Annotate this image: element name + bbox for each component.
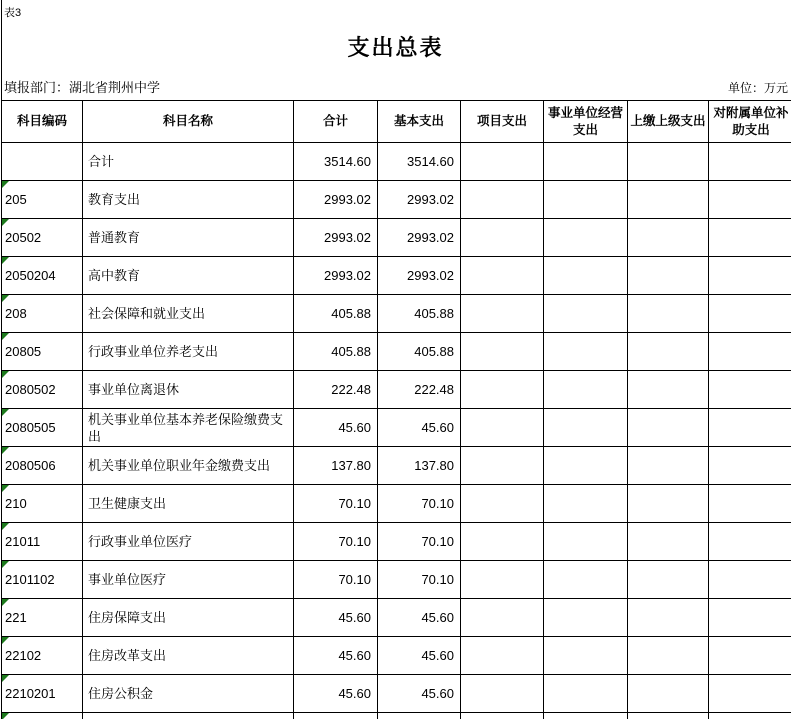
error-indicator-icon — [2, 447, 9, 454]
name-cell[interactable]: 机关事业单位职业年金缴费支出 — [83, 447, 294, 485]
code-cell[interactable]: 210 — [2, 485, 83, 523]
operating-expenditure-cell[interactable] — [544, 143, 628, 181]
basic-expenditure-cell[interactable]: 2993.02 — [378, 181, 461, 219]
code-cell[interactable]: 2050204 — [2, 257, 83, 295]
upper-level-expenditure-cell[interactable] — [628, 219, 709, 257]
total-cell[interactable]: 2993.02 — [294, 181, 378, 219]
column-header-total[interactable]: 合计 — [294, 101, 378, 143]
project-expenditure-cell[interactable] — [461, 599, 544, 637]
affiliate-subsidy-cell[interactable] — [709, 523, 791, 561]
upper-level-expenditure-cell[interactable] — [628, 637, 709, 675]
operating-expenditure-cell[interactable] — [544, 447, 628, 485]
code-cell[interactable]: 205 — [2, 181, 83, 219]
department-label: 填报部门：湖北省荆州中学 — [4, 80, 161, 95]
affiliate-subsidy-cell[interactable] — [709, 409, 791, 447]
operating-expenditure-cell[interactable] — [544, 257, 628, 295]
upper-level-expenditure-cell[interactable] — [628, 523, 709, 561]
operating-expenditure-cell[interactable] — [544, 485, 628, 523]
affiliate-subsidy-cell[interactable] — [709, 561, 791, 599]
operating-expenditure-cell[interactable] — [544, 523, 628, 561]
project-expenditure-cell[interactable] — [461, 257, 544, 295]
basic-expenditure-cell[interactable]: 405.88 — [378, 333, 461, 371]
total-cell[interactable]: 45.60 — [294, 675, 378, 713]
name-cell[interactable]: 普通教育 — [83, 219, 294, 257]
code-cell[interactable]: 2080505 — [2, 409, 83, 447]
name-cell[interactable]: 事业单位医疗 — [83, 561, 294, 599]
code-cell[interactable]: 2210201 — [2, 675, 83, 713]
error-indicator-icon — [2, 295, 9, 302]
name-cell[interactable]: 合计 — [83, 143, 294, 181]
project-expenditure-cell[interactable] — [461, 143, 544, 181]
error-indicator-icon — [2, 675, 9, 682]
basic-expenditure-cell[interactable]: 137.80 — [378, 447, 461, 485]
affiliate-subsidy-cell[interactable] — [709, 257, 791, 295]
page-title: 支出总表 — [347, 35, 444, 60]
affiliate-subsidy-cell[interactable] — [709, 371, 791, 409]
error-indicator-icon — [2, 409, 9, 416]
table-row — [2, 675, 791, 713]
table-row — [2, 713, 791, 719]
name-cell[interactable]: 住房公积金 — [83, 675, 294, 713]
upper-level-expenditure-cell[interactable] — [628, 485, 709, 523]
operating-expenditure-cell[interactable] — [544, 675, 628, 713]
operating-expenditure-cell[interactable] — [544, 409, 628, 447]
name-cell[interactable]: 教育支出 — [83, 181, 294, 219]
affiliate-subsidy-cell[interactable] — [709, 713, 791, 719]
unit-label: 单位：万元 — [727, 81, 788, 95]
error-indicator-icon — [2, 599, 9, 606]
project-expenditure-cell[interactable] — [461, 295, 544, 333]
error-indicator-icon — [2, 257, 9, 264]
column-header-operating-expenditure[interactable]: 事业单位经营支出 — [544, 101, 628, 143]
error-indicator-icon — [2, 371, 9, 378]
header-row — [2, 101, 791, 143]
operating-expenditure-cell[interactable] — [544, 295, 628, 333]
code-cell[interactable]: 2080502 — [2, 371, 83, 409]
error-indicator-icon — [2, 485, 9, 492]
table-row — [2, 599, 791, 637]
total-cell[interactable]: 45.60 — [294, 599, 378, 637]
basic-expenditure-cell[interactable]: 3514.60 — [378, 143, 461, 181]
project-expenditure-cell[interactable] — [461, 409, 544, 447]
name-cell[interactable] — [83, 713, 294, 719]
error-indicator-icon — [2, 219, 9, 226]
sheet-label: 表3 — [4, 7, 22, 19]
basic-expenditure-cell[interactable]: 45.60 — [378, 675, 461, 713]
table-row — [2, 409, 791, 447]
total-cell[interactable]: 137.80 — [294, 447, 378, 485]
name-cell[interactable]: 机关事业单位基本养老保险缴费支出 — [83, 409, 294, 447]
table-row — [2, 143, 791, 181]
table-row — [2, 371, 791, 409]
name-cell[interactable]: 事业单位离退休 — [83, 371, 294, 409]
column-header-affiliate-subsidy-expenditure[interactable]: 对附属单位补助支出 — [709, 101, 791, 143]
project-expenditure-cell[interactable] — [461, 333, 544, 371]
total-cell[interactable]: 2993.02 — [294, 219, 378, 257]
name-cell[interactable]: 住房保障支出 — [83, 599, 294, 637]
project-expenditure-cell[interactable] — [461, 447, 544, 485]
code-cell[interactable]: 22102 — [2, 637, 83, 675]
name-cell[interactable]: 住房改革支出 — [83, 637, 294, 675]
code-cell[interactable]: 2101102 — [2, 561, 83, 599]
column-header-basic-expenditure[interactable]: 基本支出 — [378, 101, 461, 143]
table-body — [2, 143, 791, 719]
name-cell[interactable]: 卫生健康支出 — [83, 485, 294, 523]
project-expenditure-cell[interactable] — [461, 637, 544, 675]
table-row — [2, 219, 791, 257]
basic-expenditure-cell[interactable] — [378, 713, 461, 719]
column-header-upper-level-expenditure[interactable]: 上缴上级支出 — [628, 101, 709, 143]
upper-level-expenditure-cell[interactable] — [628, 371, 709, 409]
upper-level-expenditure-cell[interactable] — [628, 181, 709, 219]
upper-level-expenditure-cell[interactable] — [628, 257, 709, 295]
code-cell[interactable] — [2, 143, 83, 181]
affiliate-subsidy-cell[interactable] — [709, 599, 791, 637]
basic-expenditure-cell[interactable]: 2993.02 — [378, 219, 461, 257]
operating-expenditure-cell[interactable] — [544, 219, 628, 257]
operating-expenditure-cell[interactable] — [544, 713, 628, 719]
name-cell[interactable]: 社会保障和就业支出 — [83, 295, 294, 333]
total-cell[interactable]: 70.10 — [294, 485, 378, 523]
affiliate-subsidy-cell[interactable] — [709, 143, 791, 181]
affiliate-subsidy-cell[interactable] — [709, 333, 791, 371]
name-cell[interactable]: 行政事业单位医疗 — [83, 523, 294, 561]
column-header-subject-name[interactable]: 科目名称 — [83, 101, 294, 143]
table-row — [2, 257, 791, 295]
basic-expenditure-cell[interactable]: 2993.02 — [378, 257, 461, 295]
project-expenditure-cell[interactable] — [461, 371, 544, 409]
upper-level-expenditure-cell[interactable] — [628, 447, 709, 485]
table-row — [2, 561, 791, 599]
upper-level-expenditure-cell[interactable] — [628, 675, 709, 713]
code-cell[interactable] — [2, 713, 83, 719]
affiliate-subsidy-cell[interactable] — [709, 447, 791, 485]
affiliate-subsidy-cell[interactable] — [709, 485, 791, 523]
total-cell[interactable] — [294, 713, 378, 719]
error-indicator-icon — [2, 181, 9, 188]
code-cell[interactable]: 221 — [2, 599, 83, 637]
total-cell[interactable]: 2993.02 — [294, 257, 378, 295]
basic-expenditure-cell[interactable]: 45.60 — [378, 409, 461, 447]
project-expenditure-cell[interactable] — [461, 713, 544, 719]
project-expenditure-cell[interactable] — [461, 561, 544, 599]
basic-expenditure-cell[interactable]: 45.60 — [378, 637, 461, 675]
basic-expenditure-cell[interactable]: 222.48 — [378, 371, 461, 409]
column-header-subject-code[interactable]: 科目编码 — [2, 101, 83, 143]
error-indicator-icon — [2, 561, 9, 568]
expenditure-table — [1, 100, 791, 719]
basic-expenditure-cell[interactable]: 45.60 — [378, 599, 461, 637]
affiliate-subsidy-cell[interactable] — [709, 675, 791, 713]
project-expenditure-cell[interactable] — [461, 181, 544, 219]
operating-expenditure-cell[interactable] — [544, 333, 628, 371]
operating-expenditure-cell[interactable] — [544, 181, 628, 219]
error-indicator-icon — [2, 637, 9, 644]
code-cell[interactable]: 2080506 — [2, 447, 83, 485]
total-cell[interactable]: 70.10 — [294, 523, 378, 561]
total-cell[interactable]: 45.60 — [294, 637, 378, 675]
error-indicator-icon — [2, 713, 9, 719]
basic-expenditure-cell[interactable]: 70.10 — [378, 523, 461, 561]
column-header-project-expenditure[interactable]: 项目支出 — [461, 101, 544, 143]
table-row — [2, 637, 791, 675]
code-cell[interactable]: 208 — [2, 295, 83, 333]
upper-level-expenditure-cell[interactable] — [628, 143, 709, 181]
project-expenditure-cell[interactable] — [461, 219, 544, 257]
name-cell[interactable]: 高中教育 — [83, 257, 294, 295]
table-row — [2, 523, 791, 561]
project-expenditure-cell[interactable] — [461, 675, 544, 713]
upper-level-expenditure-cell[interactable] — [628, 713, 709, 719]
upper-level-expenditure-cell[interactable] — [628, 333, 709, 371]
affiliate-subsidy-cell[interactable] — [709, 181, 791, 219]
upper-level-expenditure-cell[interactable] — [628, 409, 709, 447]
total-cell[interactable]: 45.60 — [294, 409, 378, 447]
error-indicator-icon — [2, 523, 9, 530]
operating-expenditure-cell[interactable] — [544, 561, 628, 599]
code-cell[interactable]: 20502 — [2, 219, 83, 257]
table-row — [2, 295, 791, 333]
operating-expenditure-cell[interactable] — [544, 637, 628, 675]
operating-expenditure-cell[interactable] — [544, 371, 628, 409]
code-cell[interactable]: 21011 — [2, 523, 83, 561]
affiliate-subsidy-cell[interactable] — [709, 637, 791, 675]
error-indicator-icon — [2, 333, 9, 340]
name-cell[interactable]: 行政事业单位养老支出 — [83, 333, 294, 371]
total-cell[interactable]: 222.48 — [294, 371, 378, 409]
table-row — [2, 333, 791, 371]
upper-level-expenditure-cell[interactable] — [628, 295, 709, 333]
project-expenditure-cell[interactable] — [461, 523, 544, 561]
upper-level-expenditure-cell[interactable] — [628, 599, 709, 637]
total-cell[interactable]: 3514.60 — [294, 143, 378, 181]
upper-level-expenditure-cell[interactable] — [628, 561, 709, 599]
code-cell[interactable]: 20805 — [2, 333, 83, 371]
total-cell[interactable]: 405.88 — [294, 295, 378, 333]
project-expenditure-cell[interactable] — [461, 485, 544, 523]
total-cell[interactable]: 70.10 — [294, 561, 378, 599]
total-cell[interactable]: 405.88 — [294, 333, 378, 371]
affiliate-subsidy-cell[interactable] — [709, 219, 791, 257]
table-row — [2, 181, 791, 219]
table-row — [2, 485, 791, 523]
operating-expenditure-cell[interactable] — [544, 599, 628, 637]
table-row — [2, 447, 791, 485]
basic-expenditure-cell[interactable]: 70.10 — [378, 561, 461, 599]
basic-expenditure-cell[interactable]: 405.88 — [378, 295, 461, 333]
affiliate-subsidy-cell[interactable] — [709, 295, 791, 333]
basic-expenditure-cell[interactable]: 70.10 — [378, 485, 461, 523]
